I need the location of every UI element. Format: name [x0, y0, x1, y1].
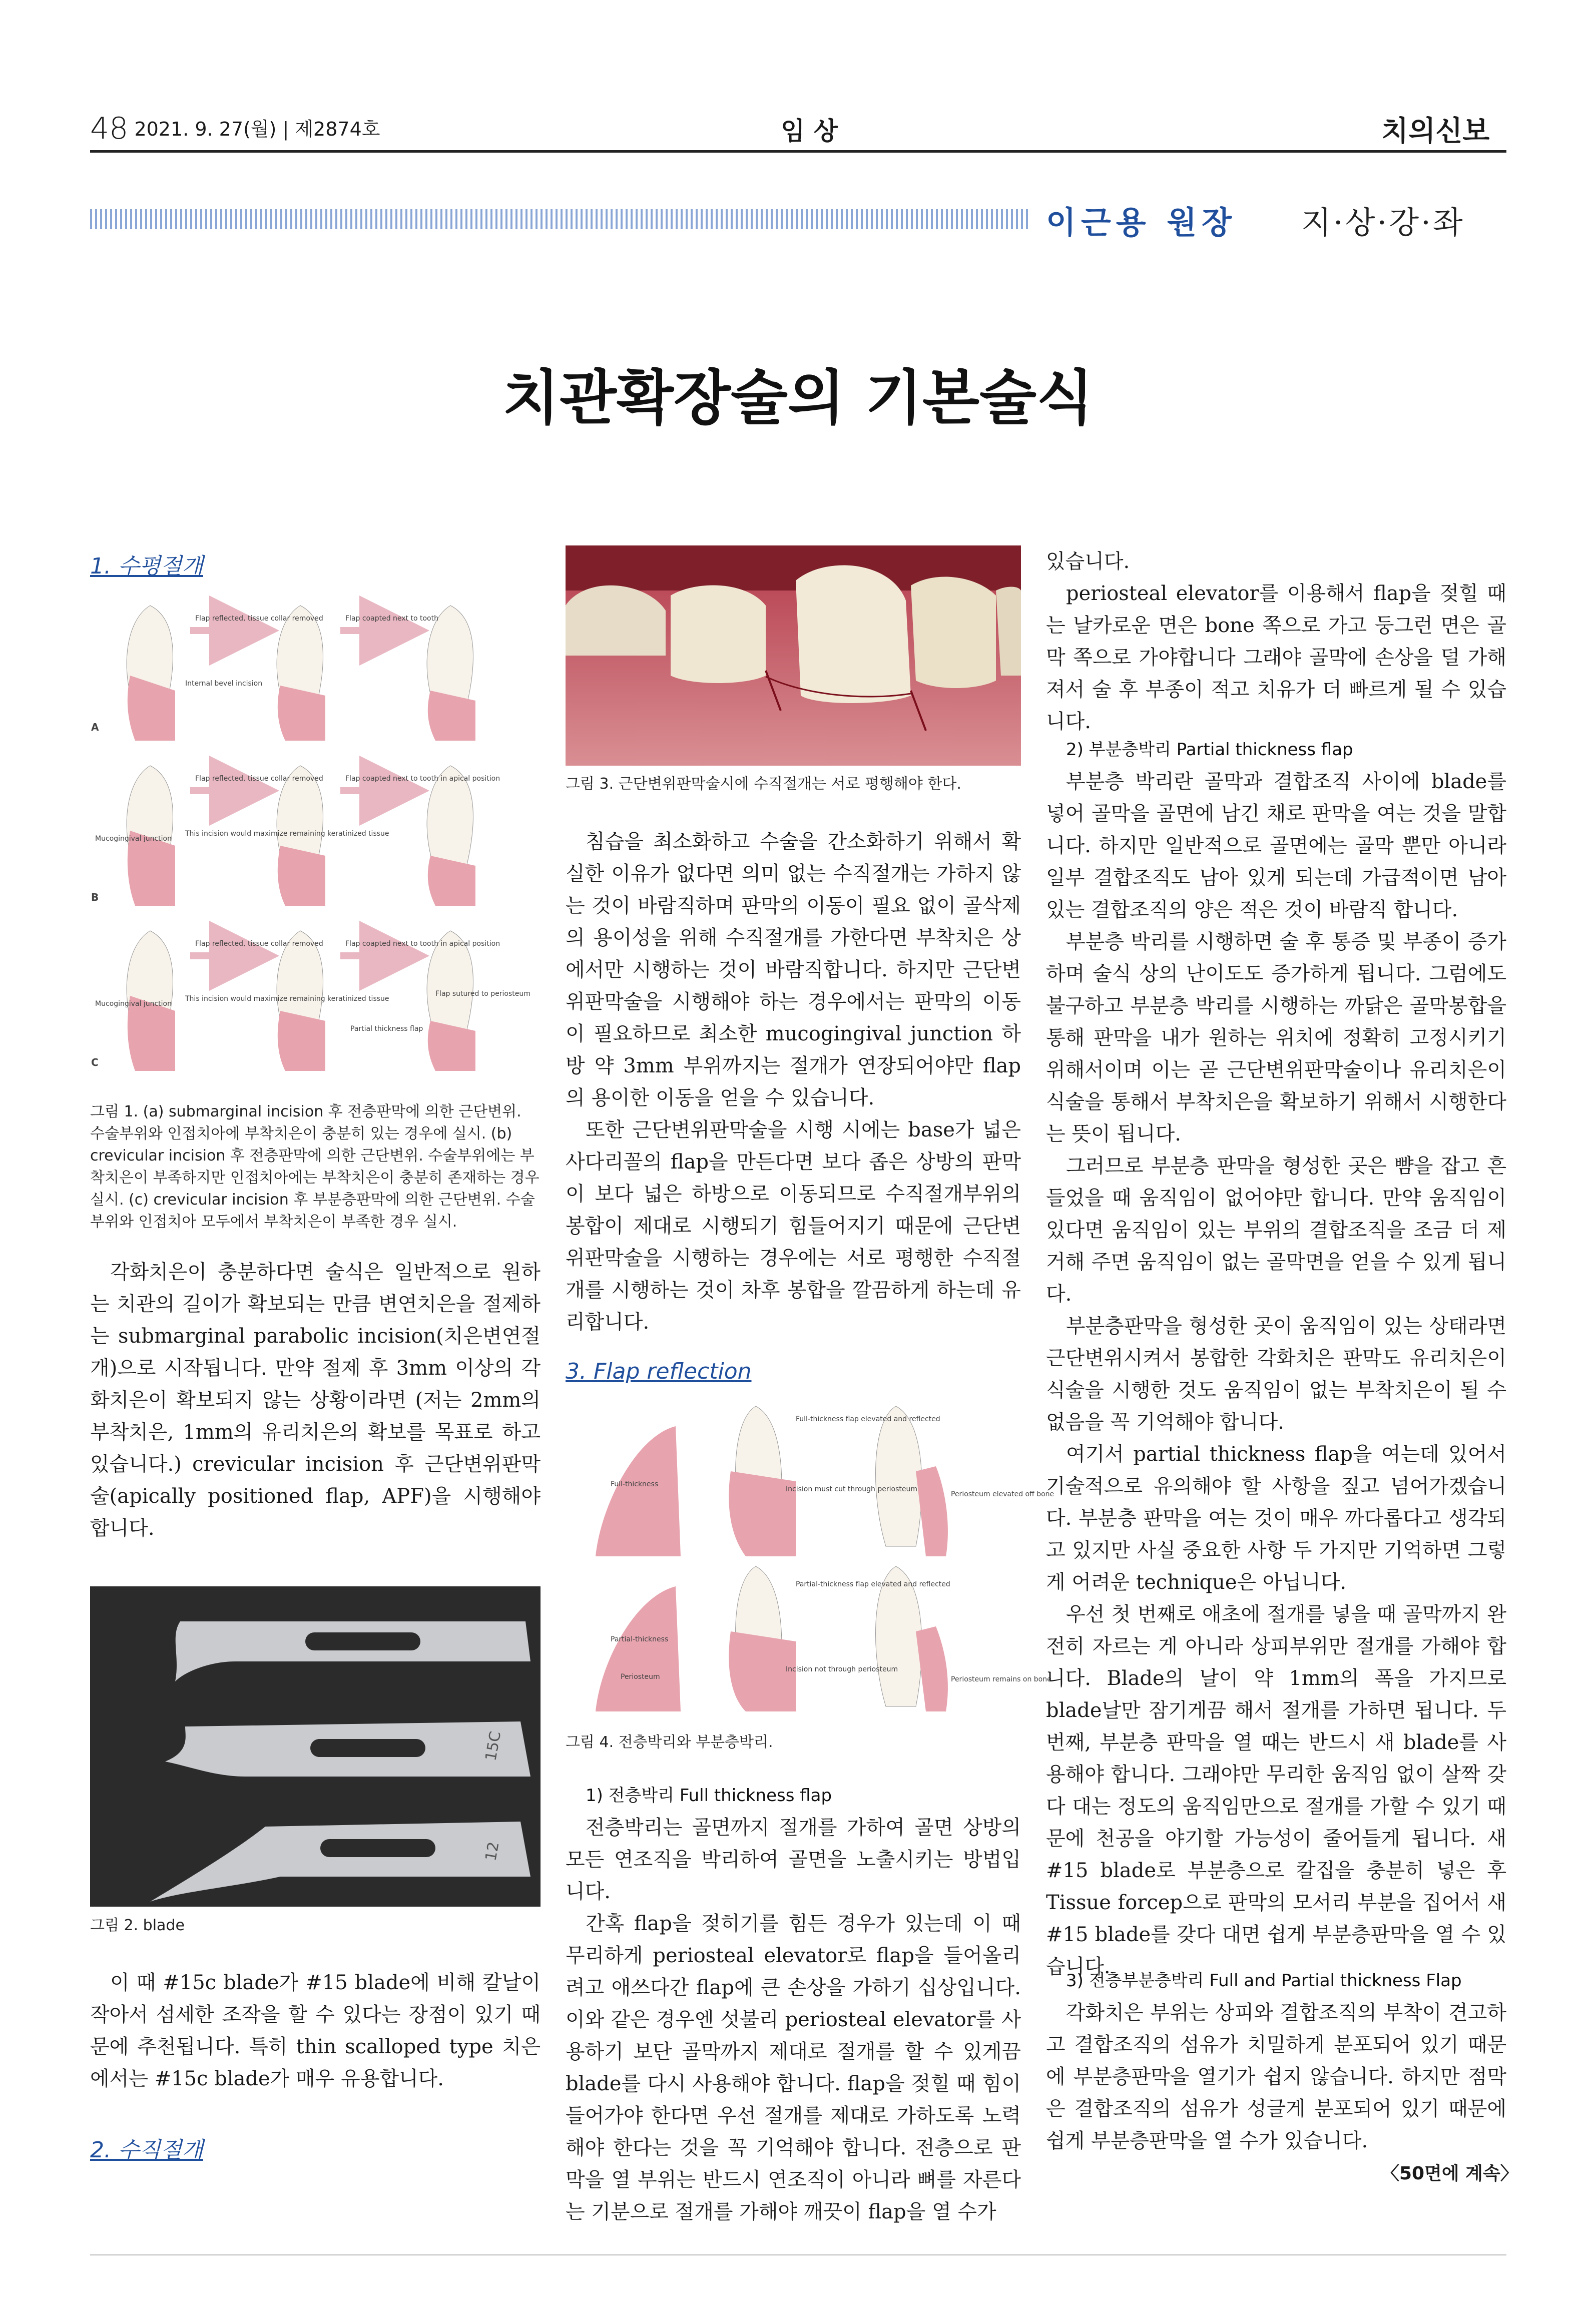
paragraph: 우선 첫 번째로 애초에 절개를 넣을 때 골막까지 완전히 자르는 게 아니라 상피부위만 절개를 가해야 합니다. Blade의 날이 약 1mm의 폭을 가지므로 blade날만 잠기게끔 해서 절개를 가하면 됩니다. 두 번째, 부분층 판막을 열 때는 반드시 새 blade를 사용해야 합니다. 그래야만 무리한 움직임 없이 살짝 갖다 대는 정도의 움직임만으로 절개를 가할 수 있기 때문에 천공을 야기할 가능성이 줄어들게 됩니다. 새 #15 blade로 부분층으로 칼집을 충분히 넣은 후 Tissue forcep으로 판막의 모서리 부분을 집어서 새 #15 blade를 갖다 대면 쉽게 부분층판막을 열 수 있습니다.	[1046, 1603, 1506, 1978]
col3-body-1	[1046, 545, 1506, 738]
article-title: 치관확장술의 기본술식	[502, 363, 1094, 432]
panel-label-b: B	[91, 891, 99, 903]
f4-label-8: Incision not through periosteum	[786, 1665, 898, 1673]
panel-label-a: A	[91, 721, 99, 733]
label-b-1: Flap reflected, tissue collar removed	[195, 775, 323, 783]
figure-4-diagram	[566, 1396, 1054, 1716]
figure-3-clinical-photo	[566, 545, 1021, 766]
f4-label-2: Full-thickness	[611, 1480, 659, 1488]
paragraph: 부분층 박리를 시행하면 술 후 통증 및 부종이 증가하며 술식 상의 난이도도 증가하게 됩니다. 그럼에도 불구하고 부분층 박리를 시행하는 까닭은 골막봉합을 통해 판막을 내가 원하는 위치에 정확히 고정시키기 위해서이며 이는 곧 근단변위판막술이나 유리치은이식술을 통해서 부착치은을 확보하기 위해서 시행한다는 뜻이 됩니다.	[1046, 930, 1506, 1145]
col3-body-3	[1046, 1997, 1506, 2157]
continued-notice: 〈50면에 계속〉	[1381, 2163, 1518, 2184]
paragraph: 침습을 최소화하고 수술을 간소화하기 위해서 확실한 이유가 없다면 의미 없는 수직절개는 가하지 않는 것이 바람직하며 판막의 이동이 필요 없이 골삭제의 용이성을 위해 수직절개를 가한다면 부착치은 상에서만 시행하는 것이 바람직합니다. 하지만 근단변위판막술을 시행해야 하는 경우에서는 판막의 이동이 필요하므로 최소한 mucogingival junction 하방 약 3mm 부위까지는 절개가 연장되어야만 flap의 용이한 이동을 얻을 수 있습니다.	[566, 830, 1021, 1109]
section-name: 임 상	[781, 116, 838, 146]
paper-name: 치의신보	[1381, 115, 1490, 148]
label-b-4: This incision would maximize remaining keratinized tissue	[185, 830, 389, 838]
figure-2-caption: 그림 2. blade	[90, 1917, 185, 1934]
panel-label-c: C	[91, 1056, 99, 1068]
blade-12-text: 12	[482, 1840, 503, 1863]
label-a-1: Flap reflected, tissue collar removed	[195, 615, 323, 623]
label-c-3: Mucogingival junction	[95, 1000, 172, 1008]
paragraph: 각화치은이 충분하다면 술식은 일반적으로 원하는 치관의 길이가 확보되는 만큼 변연치은을 절제하는 submarginal parabolic incision(치은변연절개)으로 시작됩니다. 만약 절제 후 3mm 이상의 각화치은이 확보되지 않는 상황이라면 (저는 2mm의 부착치은, 1mm의 유리치은의 확보를 목표로 하고 있습니다.) crevicular incision 후 근단변위판막술(apically positioned flap, APF)을 시행해야 합니다.	[90, 1261, 541, 1540]
label-c-2: Flap coapted next to tooth in apical position	[345, 940, 500, 948]
paragraph: 간혹 flap을 젖히기를 힘든 경우가 있는데 이 때 무리하게 periosteal elevator로 flap을 들어올리려고 애쓰다간 flap에 큰 손상을 가하기 십상입니다. 이와 같은 경우엔 섯불리 periosteal elevator를 사용하기 보단 골막까지 제대로 절개를 할 수 있게끔 blade를 다시 사용해야 합니다. flap을 젖힐 때 힘이 들어가야 한다면 우선 절개를 제대로 가하도록 노력해야 한다는 것을 꼭 기억해야 합니다. 전층으로 판막을 열 부위는 반드시 연조직이 아니라 뼈를 자른다는 기분으로 절개를 가해야 깨끗이 flap을 열 수가	[566, 1912, 1021, 2223]
figure-1-panel-a	[91, 606, 475, 741]
label-a-2: Flap coapted next to tooth	[345, 615, 438, 623]
subheading-full-thickness: 1) 전층박리 Full thickness flap	[586, 1786, 832, 1806]
series-author: 이근용 원장	[1046, 204, 1237, 241]
paragraph: 여기서 partial thickness flap을 여는데 있어서 기술적으로 유의해야 할 사항을 짚고 넘어가겠습니다. 부분층 판막을 여는 것이 매우 까다롭다고 생각되고 있지만 사실 중요한 사항 두 가지만 기억하면 그렇게 어려운 technique은 아닙니다.	[1046, 1443, 1506, 1594]
series-stripe	[90, 209, 1031, 229]
f4-label-3: Incision must cut through periosteum	[786, 1485, 917, 1493]
header-rule	[90, 150, 1506, 153]
series-title: 지·상·강·좌	[1301, 204, 1465, 241]
subheading-partial-thickness: 2) 부분층박리 Partial thickness flap	[1066, 740, 1353, 760]
paragraph: 또한 근단변위판막술을 시행 시에는 base가 넓은 사다리꼴의 flap을 만든다면 보다 좁은 상방의 판막이 보다 넓은 하방으로 이동되므로 수직절개부위의 봉합이 제대로 시행되기 힘들어지기 때문에 근단변위판막술을 시행하는 경우에는 서로 평행한 수직절개를 시행하는 것이 차후 봉합을 깔끔하게 하는데 유리합니다.	[566, 1118, 1021, 1334]
section3-heading: 3. Flap reflection	[566, 1359, 752, 1384]
figure-4-full-thickness	[596, 1406, 1054, 1556]
col2-body-2	[566, 1812, 1021, 2228]
figure-2-blades-photo	[90, 1586, 541, 1907]
label-b-2: Flap coapted next to tooth in apical position	[345, 775, 500, 783]
f4-label-9: Periosteum remains on bone	[951, 1675, 1051, 1683]
subheading-full-partial-thickness: 3) 전층부분층박리 Full and Partial thickness Flap	[1066, 1971, 1462, 1991]
col2-body-1	[566, 826, 1021, 1338]
label-b-3: Mucogingival junction	[95, 835, 172, 843]
figure-1-diagram	[90, 591, 541, 1096]
col3-body-2	[1046, 766, 1506, 1983]
paragraph: 각화치은 부위는 상피와 결합조직의 부착이 견고하고 결합조직의 섬유가 치밀하게 분포되어 있기 때문에 부분층판막을 열기가 쉽지 않습니다. 하지만 점막은 결합조직의 섬유가 성글게 분포되어 있기 때문에 쉽게 부분층판막을 열 수가 있습니다.	[1046, 2001, 1506, 2152]
label-a-3: Internal bevel incision	[185, 680, 263, 688]
date-issue: 2021. 9. 27(월) | 제2874호	[134, 118, 380, 140]
paragraph: 부분층판막을 형성한 곳이 움직임이 있는 상태라면 근단변위시켜서 봉합한 각화치은 판막도 유리치은이식술을 시행한 것도 움직임이 없는 부착치은이 될 수 없음을 꼭 기억해야 합니다.	[1046, 1315, 1506, 1434]
figure-4-partial-thickness	[596, 1566, 1051, 1711]
col1-para1	[90, 1256, 541, 1544]
figure-4-caption: 그림 4. 전층박리와 부분층박리.	[566, 1733, 773, 1751]
paragraph: 그러므로 부분층 판막을 형성한 곳은 뺨을 잡고 흔들었을 때 움직임이 없어야만 합니다. 만약 움직임이 있다면 움직임이 있는 부위의 결합조직을 조금 더 제거해 주면 움직임이 없는 골막면을 얻을 수 있게 됩니다.	[1046, 1154, 1506, 1306]
section2-heading: 2. 수직절개	[90, 2137, 203, 2163]
figure-1-caption: 그림 1. (a) submarginal incision 후 전층판막에 의한 근단변위. 수술부위와 인접치아에 부착치은이 충분히 있는 경우에 실시. (b) crevicular incision 후 전층판막에 의한 근단변위. 수술부위에는 부착치은이 부족하지만 인접치아에는 부착치은이 충분히 존재하는 경우 실시. (c) crevicular incision 후 부분층판막에 의한 근단변위. 수술부위와 인접치아 모두에서 부착치은이 부족한 경우 실시.	[90, 1103, 540, 1231]
f4-label-4: Periosteum elevated off bone	[951, 1490, 1054, 1498]
paragraph: 전층박리는 골면까지 절개를 가하여 골면 상방의 모든 연조직을 박리하여 골면을 노출시키는 방법입니다.	[566, 1816, 1021, 1903]
section1-heading: 1. 수평절개	[90, 553, 203, 579]
f4-label-7: Periosteum	[621, 1673, 660, 1681]
header-date-issue	[90, 111, 380, 146]
blade-15c	[165, 1721, 530, 1777]
figure-3-caption: 그림 3. 근단변위판막술시에 수직절개는 서로 평행해야 한다.	[566, 775, 961, 793]
figure-1-panel-c	[91, 931, 530, 1071]
blade-15c-text: 15C	[482, 1730, 505, 1763]
f4-label-5: Partial-thickness flap elevated and reflected	[796, 1580, 950, 1588]
paragraph: periosteal elevator를 이용해서 flap을 젖힐 때는 날카로운 면은 bone 쪽으로 가고 둥그런 면은 골막 쪽으로 가야합니다 그래야 골막에 손상을 덜 가해져서 술 후 부종이 적고 치유가 더 빠르게 될 수 있습니다.	[1046, 582, 1506, 733]
label-c-4: This incision would maximize remaining keratinized tissue	[185, 995, 389, 1003]
footer-rule	[90, 2254, 1506, 2255]
label-c-1: Flap reflected, tissue collar removed	[195, 940, 323, 948]
col1-para2	[90, 1967, 541, 2095]
paragraph: 있습니다.	[1046, 550, 1130, 573]
label-c-5: Flap sutured to periosteum	[435, 990, 530, 998]
label-c-6: Partial thickness flap	[350, 1025, 423, 1033]
f4-label-6: Partial-thickness	[611, 1635, 669, 1643]
paragraph: 이 때 #15c blade가 #15 blade에 비해 칼날이 작아서 섬세한 조작을 할 수 있다는 장점이 있기 때문에 추천됩니다. 특히 thin scalloped type 치은에서는 #15c blade가 매우 유용합니다.	[90, 1971, 541, 2090]
figure-1-panel-b	[91, 766, 500, 906]
page-number: 48	[90, 111, 129, 146]
paragraph: 부분층 박리란 골막과 결합조직 사이에 blade를 넣어 골막을 골면에 남긴 채로 판막을 여는 것을 말합니다. 하지만 일반적으로 골면에는 골막 뿐만 아니라 일부 결합조직도 남아 있게 되는데 가급적이면 남아 있는 결합조직의 양은 적은 것이 바람직 합니다.	[1046, 770, 1506, 921]
f4-label-1: Full-thickness flap elevated and reflected	[796, 1415, 940, 1423]
